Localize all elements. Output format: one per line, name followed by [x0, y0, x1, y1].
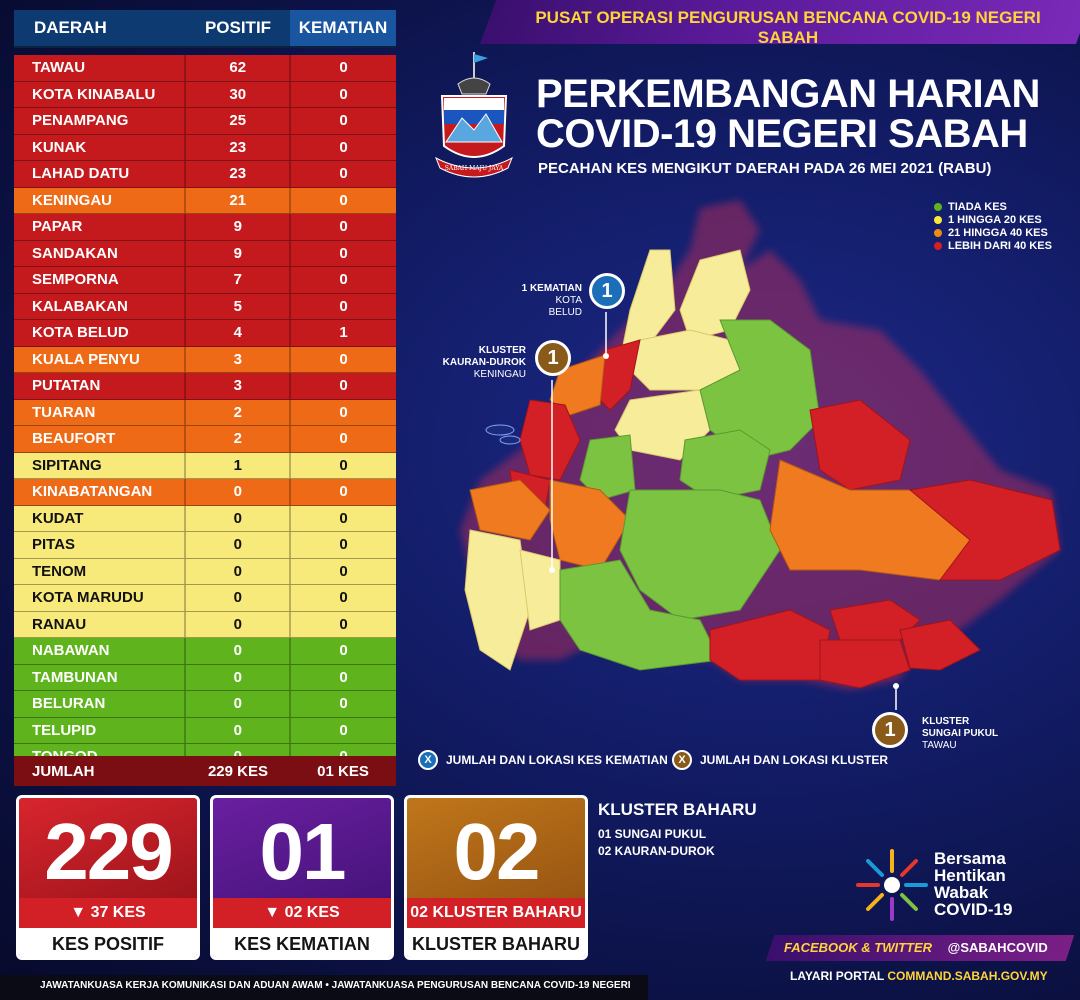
table-header — [14, 10, 396, 48]
cell-positif: 0 — [184, 612, 289, 638]
cell-daerah: PAPAR — [32, 218, 83, 236]
legend-label: 21 HINGGA 40 KES — [948, 226, 1048, 239]
table-total-row — [14, 756, 396, 786]
sabah-district-map — [440, 190, 1080, 720]
cell-daerah: TELUPID — [32, 721, 97, 739]
cell-daerah: SANDAKAN — [32, 244, 118, 262]
cell-kematian: 0 — [289, 532, 396, 558]
cell-positif: 0 — [184, 585, 289, 611]
death-badge-kota-belud: 1 — [589, 273, 625, 309]
table-row — [14, 373, 396, 400]
cell-kematian: 0 — [289, 82, 396, 108]
cell-positif: 2 — [184, 400, 289, 426]
cell-positif: 2 — [184, 426, 289, 452]
cell-kematian: 0 — [289, 347, 396, 373]
header-kematian: KEMATIAN — [290, 10, 396, 46]
legend-label: LEBIH DARI 40 KES — [948, 239, 1052, 252]
card-kes-positif: 229 ▼ 37 KES KES POSITIF — [16, 795, 200, 960]
cell-kematian: 0 — [289, 108, 396, 134]
portal-url[interactable]: COMMAND.SABAH.GOV.MY — [887, 969, 1048, 983]
table-row — [14, 506, 396, 533]
card-kes-kematian: 01 ▼ 02 KES KES KEMATIAN — [210, 795, 394, 960]
social-text — [784, 940, 1048, 955]
cell-positif: 0 — [184, 691, 289, 717]
header-positif: POSITIF — [204, 18, 272, 37]
cell-kematian: 0 — [289, 294, 396, 320]
cell-positif: 62 — [184, 55, 289, 81]
district-tawau — [820, 640, 910, 688]
cell-positif: 30 — [184, 82, 289, 108]
table-row — [14, 665, 396, 692]
table-row — [14, 135, 396, 162]
cell-kematian: 0 — [289, 612, 396, 638]
cell-positif: 0 — [184, 665, 289, 691]
table-row — [14, 479, 396, 506]
table-row — [14, 320, 396, 347]
portal-text: LAYARI PORTAL COMMAND.SABAH.GOV.MY — [790, 969, 1048, 983]
cell-daerah: KUDAT — [32, 509, 84, 527]
map-legend-cluster: X JUMLAH DAN LOKASI KLUSTER — [672, 750, 888, 770]
district-semporna — [900, 620, 980, 670]
cell-kematian: 0 — [289, 453, 396, 479]
cell-positif: 3 — [184, 347, 289, 373]
table-row — [14, 82, 396, 109]
banner-title: PUSAT OPERASI PENGURUSAN BENCANA COVID-19 NEGERI SABAH — [535, 8, 1041, 47]
cell-daerah: KOTA BELUD — [32, 324, 129, 342]
cell-daerah: BEAUFORT — [32, 430, 116, 448]
cell-daerah: PUTATAN — [32, 377, 101, 395]
table-row — [14, 294, 396, 321]
table-row — [14, 585, 396, 612]
main-title-line1: PERKEMBANGAN HARIAN — [536, 72, 1040, 116]
table-row — [14, 691, 396, 718]
cell-kematian: 0 — [289, 135, 396, 161]
cell-kematian: 0 — [289, 426, 396, 452]
legend-label: 1 HINGGA 20 KES — [948, 213, 1042, 226]
cell-positif: 25 — [184, 108, 289, 134]
cell-positif: 0 — [184, 718, 289, 744]
cell-kematian: 0 — [289, 718, 396, 744]
cell-kematian: 0 — [289, 267, 396, 293]
total-label: JUMLAH — [32, 762, 95, 780]
card-kluster-baharu: 02 02 KLUSTER BAHARU KLUSTER BAHARU — [404, 795, 588, 960]
cell-kematian: 0 — [289, 55, 396, 81]
cell-daerah: KUNAK — [32, 138, 87, 156]
total-positif: 229 KES — [207, 762, 269, 780]
cell-positif: 9 — [184, 241, 289, 267]
cell-kematian: 0 — [289, 559, 396, 585]
cluster-annotation-tawau: KLUSTER SUNGAI PUKUL TAWAU — [922, 716, 999, 751]
header-daerah: DAERAH — [34, 18, 107, 37]
cell-kematian: 1 — [289, 320, 396, 346]
cell-kematian: 0 — [289, 188, 396, 214]
social-handle[interactable]: @SABAHCOVID — [947, 940, 1048, 955]
table-row — [14, 532, 396, 559]
cell-kematian: 0 — [289, 373, 396, 399]
cell-daerah: TUARAN — [32, 403, 96, 421]
cell-daerah: PENAMPANG — [32, 112, 129, 130]
cell-kematian: 0 — [289, 506, 396, 532]
cell-kematian: 0 — [289, 665, 396, 691]
cell-kematian: 0 — [289, 400, 396, 426]
cell-kematian: 0 — [289, 161, 396, 187]
cell-positif: 0 — [184, 532, 289, 558]
table-row — [14, 612, 396, 639]
cell-daerah: LAHAD DATU — [32, 165, 130, 183]
death-annotation: 1 KEMATIAN KOTA BELUD — [521, 283, 582, 318]
legend-label: TIADA KES — [948, 200, 1007, 213]
svg-text:SABAH MAJU JAYA: SABAH MAJU JAYA — [444, 165, 504, 172]
cell-positif: 0 — [184, 479, 289, 505]
cell-positif: 0 — [184, 559, 289, 585]
cell-daerah: PITAS — [32, 536, 76, 554]
cell-daerah: TAMBUNAN — [32, 668, 118, 686]
cell-daerah: BELURAN — [32, 695, 106, 713]
cell-daerah: SIPITANG — [32, 456, 102, 474]
main-title-line2: COVID-19 NEGERI SABAH — [536, 112, 1028, 156]
cell-kematian: 0 — [289, 479, 396, 505]
cell-positif: 9 — [184, 214, 289, 240]
footer-text: JAWATANKUASA KERJA KOMUNIKASI DAN ADUAN AWAM • JAWATANKUASA PENGURUSAN BENCANA COVID-19 NEGERI — [40, 980, 631, 991]
cell-kematian: 0 — [289, 585, 396, 611]
cell-daerah: TAWAU — [32, 59, 86, 77]
table-row — [14, 638, 396, 665]
table-row — [14, 453, 396, 480]
cell-daerah: SEMPORNA — [32, 271, 119, 289]
table-row — [14, 241, 396, 268]
table-body — [14, 55, 396, 771]
cell-kematian: 0 — [289, 638, 396, 664]
cell-positif: 1 — [184, 453, 289, 479]
cell-daerah: KALABAKAN — [32, 297, 128, 315]
campaign-slogan: Bersama Hentikan Wabak COVID-19 — [934, 849, 1013, 919]
cell-daerah: KUALA PENYU — [32, 350, 140, 368]
table-row — [14, 400, 396, 427]
cell-daerah: NABAWAN — [32, 642, 110, 660]
cluster-badge-keningau: 1 — [535, 340, 571, 376]
cell-positif: 23 — [184, 135, 289, 161]
cluster-badge-tawau: 1 — [872, 712, 908, 748]
table-row — [14, 559, 396, 586]
table-row — [14, 267, 396, 294]
cell-positif: 3 — [184, 373, 289, 399]
cell-positif: 0 — [184, 638, 289, 664]
cell-kematian: 0 — [289, 241, 396, 267]
table-row — [14, 188, 396, 215]
cell-daerah: KENINGAU — [32, 191, 113, 209]
map-legend-death: X JUMLAH DAN LOKASI KES KEMATIAN — [418, 750, 668, 770]
cell-positif: 5 — [184, 294, 289, 320]
table-row — [14, 108, 396, 135]
subtitle: PECAHAN KES MENGIKUT DAERAH PADA 26 MEI 2021 (RABU) — [538, 160, 992, 177]
kluster-baharu-list: KLUSTER BAHARU 01 SUNGAI PUKUL 02 KAURAN-DUROK — [598, 800, 757, 858]
sabah-coat-of-arms-icon — [428, 50, 520, 180]
cell-positif: 23 — [184, 161, 289, 187]
cell-positif: 4 — [184, 320, 289, 346]
table-row — [14, 214, 396, 241]
cell-daerah: KOTA MARUDU — [32, 589, 144, 607]
cell-kematian: 0 — [289, 214, 396, 240]
cell-positif: 7 — [184, 267, 289, 293]
social-platforms: FACEBOOK & TWITTER — [784, 940, 933, 955]
cell-kematian: 0 — [289, 691, 396, 717]
cell-daerah: KOTA KINABALU — [32, 85, 156, 103]
table-row — [14, 718, 396, 745]
cell-daerah: TENOM — [32, 562, 87, 580]
table-row — [14, 347, 396, 374]
cell-daerah: RANAU — [32, 615, 87, 633]
total-kematian: 01 KES — [317, 762, 369, 780]
table-row — [14, 161, 396, 188]
cell-daerah: KINABATANGAN — [32, 483, 153, 501]
table-row — [14, 426, 396, 453]
district-table — [14, 10, 396, 786]
cluster-annotation-keningau: KLUSTER KAURAN-DUROK KENINGAU — [442, 345, 526, 380]
cell-positif: 21 — [184, 188, 289, 214]
table-row — [14, 55, 396, 82]
cell-positif: 0 — [184, 506, 289, 532]
